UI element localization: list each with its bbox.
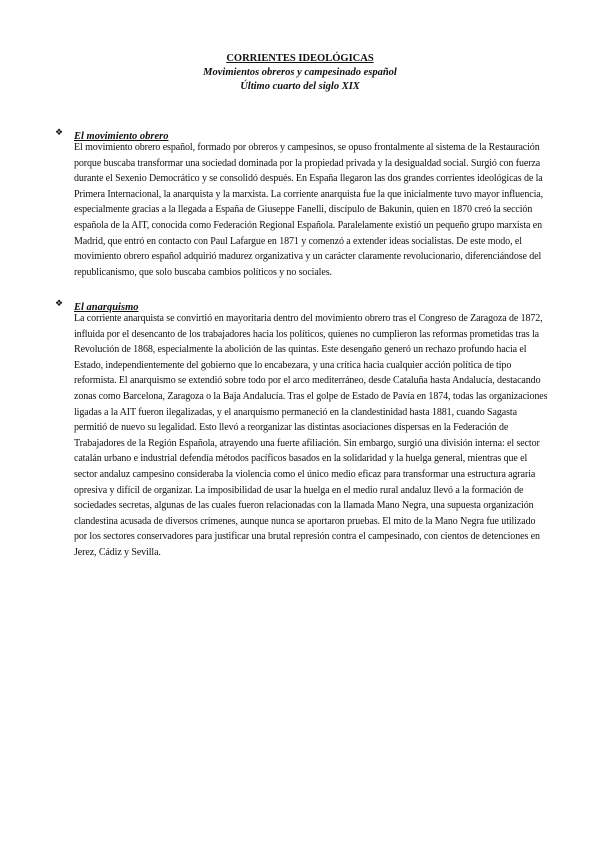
document-title: CORRIENTES IDEOLÓGICAS bbox=[226, 53, 374, 64]
document-period: Último cuarto del siglo XIX bbox=[240, 81, 360, 92]
section-heading-row bbox=[55, 297, 550, 313]
document-subtitle: Movimientos obreros y campesinado español bbox=[203, 67, 397, 78]
section-anarquismo bbox=[55, 297, 550, 561]
diamond-bullet-icon: ❖ bbox=[55, 128, 64, 138]
section-movimiento-obrero bbox=[55, 126, 550, 280]
section-heading-row bbox=[55, 126, 550, 142]
section-body: La corriente anarquista se convirtió en mayoritaria dentro del movimiento obrero tras el Congreso de Zaragoza de 1872, influida por el desencanto de los trabajadores hacia los políticos, quienes no cumplieron las reformas prometidas tras la Revolución de 1868, especialmente la abolición de las quintas. Este desengaño generó un rechazo profundo hacia el Estado, independientemente del gobierno que lo encabezara, y una crítica hacia cualquier acción política de tipo reformista. El anarquismo se extendió sobre todo por el arco mediterráneo, desde Cataluña hasta Andalucía, destacando zonas como Barcelona, Zaragoza o la Baja Andalucía. Tras el golpe de Estado de Pavía en 1874, todas las organizaciones ligadas a la AIT fueron ilegalizadas, y el anarquismo permaneció en la clandestinidad hasta 1881, cuando Sagasta permitió de nuevo su legalidad. Esto llevó a reorganizar las distintas asociaciones dispersas en la Federación de Trabajadores de la Región Española, atrayendo una fuerte afiliación. Sin embargo, surgió una división interna: el sector catalán urbano e industrial defendía métodos pacíficos basados en la solidaridad y la huelga general, mientras que el sector andaluz campesino consideraba la violencia como el único medio eficaz para transformar una estructura agraria opresiva y difícil de organizar. La imposibilidad de usar la huelga en el medio rural andaluz llevó a la formación de sociedades secretas, algunas de las cuales fueron relacionadas con la llamada Mano Negra, una supuesta organización clandestina acusada de diversos crímenes, aunque nunca se aportaron pruebas. El mito de la Mano Negra fue utilizado por los sectores conservadores para justificar una brutal represión contra el campesinado, con cientos de detenciones en Jerez, Cádiz y Sevilla. bbox=[74, 313, 548, 558]
section-heading: El movimiento obrero bbox=[74, 131, 169, 142]
section-heading: El anarquismo bbox=[74, 302, 139, 313]
diamond-bullet-icon: ❖ bbox=[55, 299, 64, 309]
section-body: El movimiento obrero español, formado por obreros y campesinos, se opuso frontalmente al sistema de la Restauración porque buscaba transformar una sociedad dominada por la propiedad privada y la desigualdad social. Surgió con fuerza durante el Sexenio Democrático y se consolidó después. En España llegaron las dos grandes corrientes ideológicas de la Primera Internacional, la anarquista y la marxista. La corriente anarquista fue la que inicialmente tuvo mayor influencia, especialmente gracias a la llegada a España de Giuseppe Fanelli, discípulo de Bakunin, quien en 1870 creó la sección española de la AIT, conocida como Federación Regional Española. Paralelamente existió un pequeño grupo marxista en Madrid, que entró en contacto con Paul Lafargue en 1871 y comenzó a extender ideas socialistas. De este modo, el movimiento obrero español adquirió madurez organizativa y un carácter claramente revolucionario, diferenciándose del republicanismo, que solo buscaba cambios políticos y no sociales. bbox=[74, 142, 543, 278]
document-header bbox=[0, 52, 600, 94]
